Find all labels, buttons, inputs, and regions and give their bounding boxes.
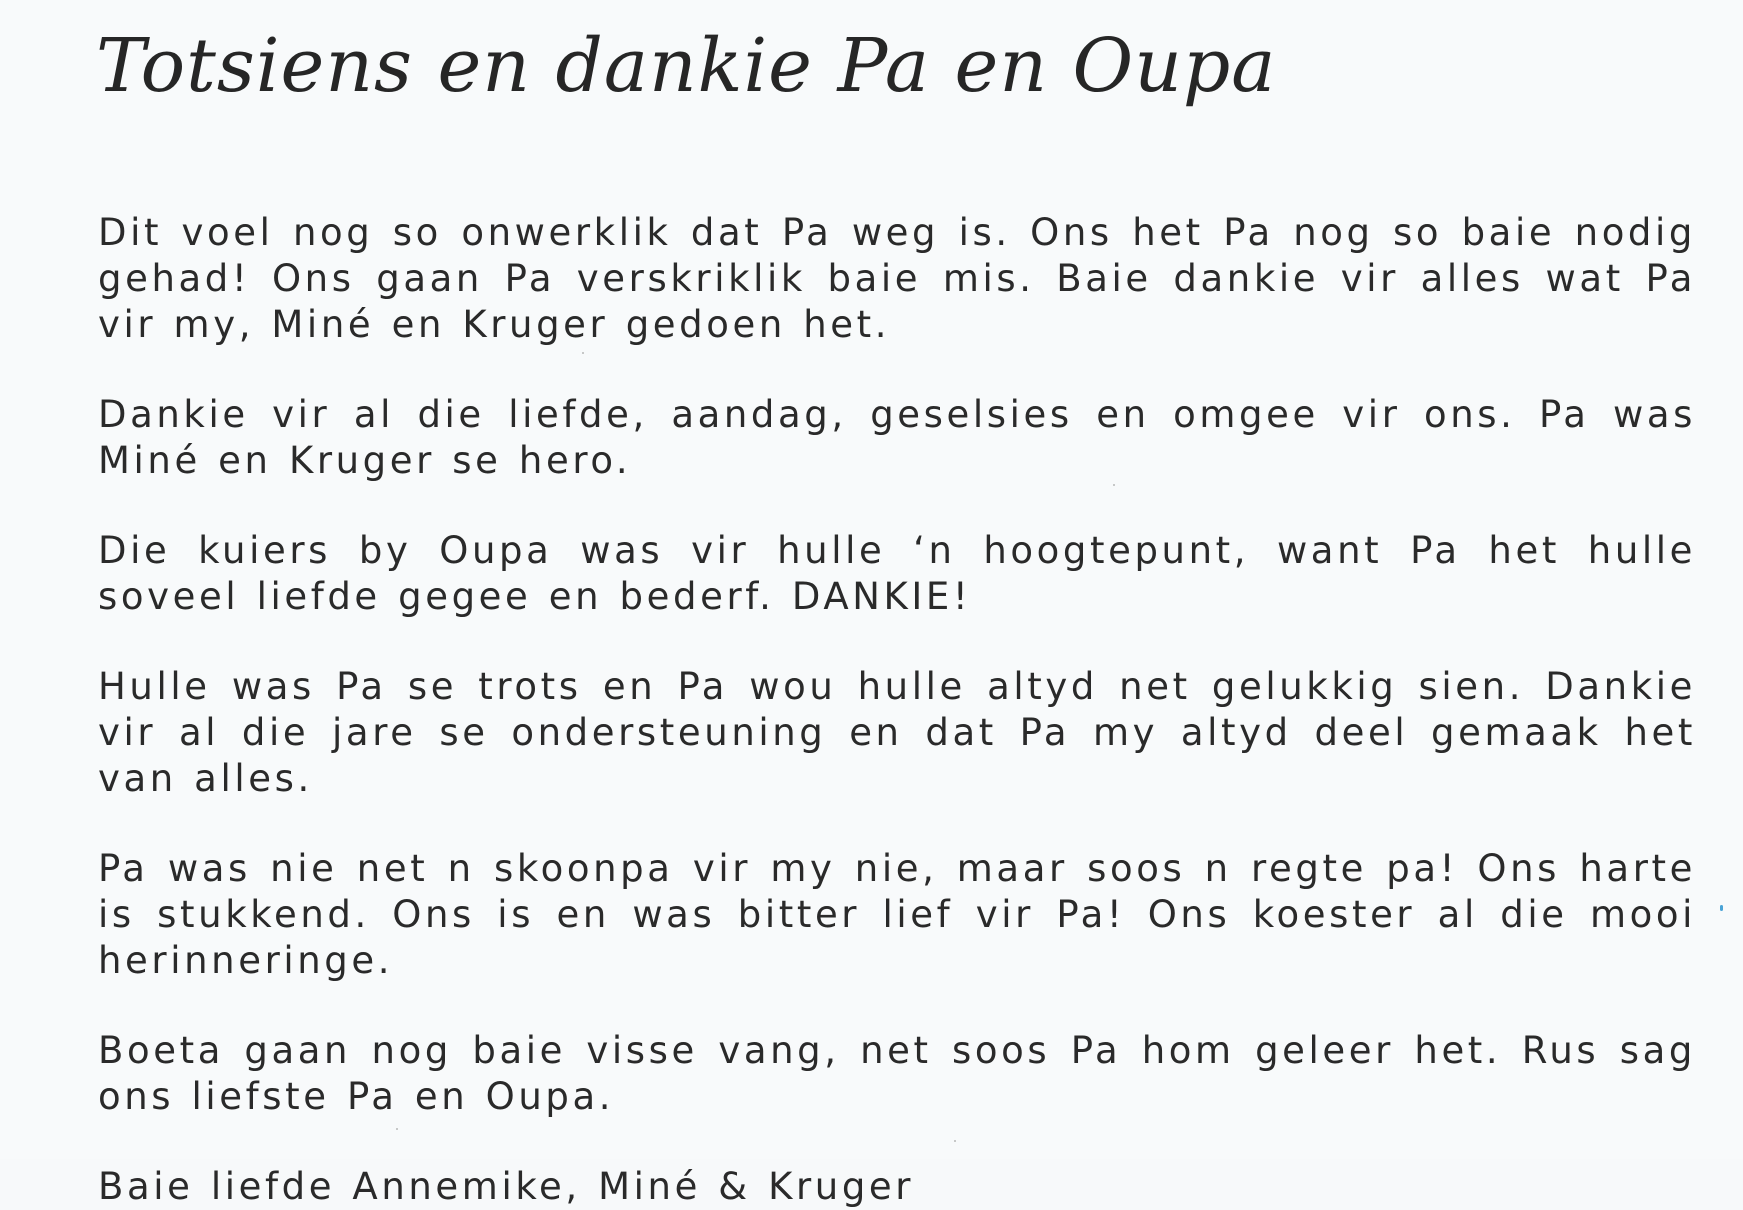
paragraph-2: Dankie vir al die liefde, aandag, geselsies en omgee vir ons. Pa was Miné en Kruger se hero. [98,393,1696,482]
signature: Baie liefde Annemike, Miné & Kruger [98,1165,915,1208]
message-body [98,210,1696,1210]
dust-speck [1113,484,1115,486]
blue-speck [1720,905,1723,911]
paragraph-6: Boeta gaan nog baie visse vang, net soos Pa hom geleer het. Rus sag ons liefste Pa en Oupa. [98,1029,1696,1118]
page-title: Totsiens en dankie Pa en Oupa [96,23,1277,109]
paragraph-4: Hulle was Pa se trots en Pa wou hulle altyd net gelukkig sien. Dankie vir al die jare se ondersteuning en dat Pa my altyd deel gemaak het van alles. [98,665,1696,800]
paragraph-3: Die kuiers by Oupa was vir hulle ‘n hoogtepunt, want Pa het hulle soveel liefde gegee en bederf. DANKIE! [98,529,1696,618]
dust-speck [396,1128,398,1130]
dust-speck [954,1140,956,1142]
paragraph-5: Pa was nie net n skoonpa vir my nie, maar soos n regte pa! Ons harte is stukkend. Ons is en was bitter lief vir Pa! Ons koester al die mooi herinneringe. [98,847,1696,982]
paragraph-1: Dit voel nog so onwerklik dat Pa weg is. Ons het Pa nog so baie nodig gehad! Ons gaan Pa verskriklik baie mis. Baie dankie vir alles wat Pa vir my, Miné en Kruger gedoen het. [98,211,1696,346]
dust-speck [582,352,584,354]
